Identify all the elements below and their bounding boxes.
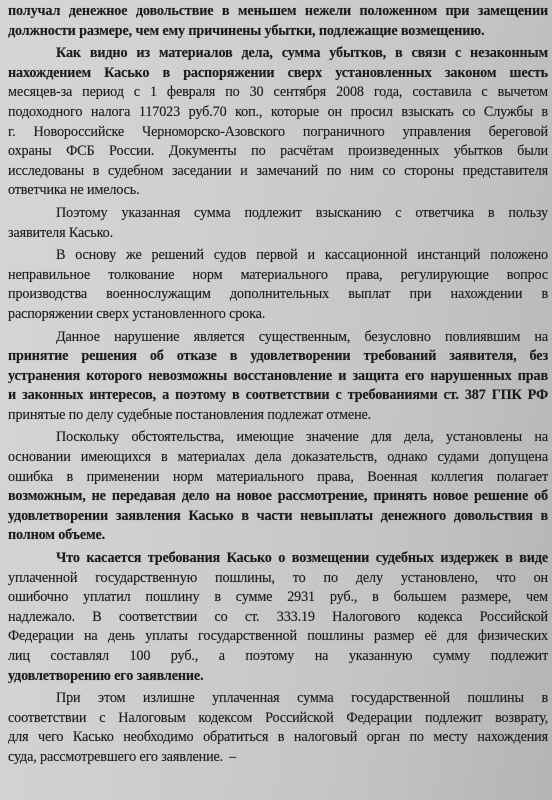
paragraph-1 <box>8 2 552 41</box>
text-line: исследованы в судебном заседании и замечаний по ним со стороны представителя <box>8 162 548 179</box>
text-line: месяцев-за период с 1 февраля по 30 сентября 2008 года, составила с вычетом <box>8 84 548 101</box>
text-line: для чего Касько необходимо обратиться в налоговый орган по месту нахождения <box>8 729 548 746</box>
document-body <box>8 2 552 768</box>
text-line: устранения которого невозможны восстановление и защита его нарушенных прав <box>8 367 548 384</box>
trailing-dash: – <box>229 748 237 765</box>
text-line: должности размере, чем ему причинены убытки, подлежащие возмещению. <box>8 22 485 39</box>
paragraph-7 <box>8 549 552 686</box>
text-line: ошибка в применении норм материального права, Военная коллегия полагает <box>8 468 548 485</box>
text-line: принятие решения об отказе в удовлетворении требований заявителя, без <box>8 348 548 365</box>
paragraph-2 <box>8 44 552 201</box>
text-line: уплаченной государственную пошлины, то по делу установлено, что он <box>8 569 548 586</box>
text-line: лиц составлял 100 руб., а поэтому на указанную сумму подлежит <box>8 648 548 664</box>
text-line: заявителя Касько. <box>8 224 113 241</box>
text-line: Как видно из материалов дела, сумма убытков, в связи с незаконным <box>56 45 548 62</box>
text-line: охраны ФСБ России. Документы по расчётам произведенных убытков были <box>8 143 548 160</box>
text-line: удовлетворению его заявление. <box>8 667 204 684</box>
text-line: В основу же решений судов первой и кассационной инстанций положено <box>56 247 548 264</box>
text-line: Что касается требования Касько о возмещении судебных издержек в виде <box>56 550 548 567</box>
text-line: ошибочно уплатил пошлину в сумме 2931 руб., в большем размере, чем <box>8 589 548 606</box>
text-line: подоходного налога 117023 руб.70 коп., которые он просил взыскать со Службы в <box>8 103 548 120</box>
text-line: нахождением Касько в распоряжении сверх установленных законом шесть <box>8 64 548 81</box>
paragraph-3 <box>8 204 552 243</box>
text-line: При этом излишне уплаченная сумма государственной пошлины в <box>56 690 548 707</box>
text-line: принятые по делу судебные постановления подлежат отмене. <box>8 406 372 423</box>
text-line <box>8 748 548 768</box>
text-line: г. Новороссийске Черноморско-Азовского пограничного управления береговой <box>8 123 548 140</box>
text-line: полном объеме. <box>8 527 106 544</box>
paragraph-5 <box>8 328 552 426</box>
text-line: надлежало. В соответствии со ст. 333.19 Налогового кодекса Российской <box>8 608 548 625</box>
text-line: неправильное толкование норм материального права, регулирующие вопрос <box>8 266 548 283</box>
text-line: получал денежное довольствие в меньшем нежели положенном при замещении <box>8 3 548 19</box>
text-line: Данное нарушение является существенным, безусловно повлиявшим на <box>56 328 548 345</box>
text-line: и законных интересов, а поэтому в соответствии с требованиями ст. 387 ГПК РФ <box>8 387 548 404</box>
text-line: производства военнослужащим дополнительных выплат при нахождении в <box>8 286 548 303</box>
text-line: соответствии с Налоговым кодексом Российской Федерации подлежит возврату, <box>8 709 548 726</box>
paragraph-4 <box>8 246 552 324</box>
text-line: распоряжении сверх установленного срока. <box>8 305 266 322</box>
text-line-content: суда, рассмотревшего его заявление. <box>8 748 224 765</box>
text-line: Поэтому указанная сумма подлежит взысканию с ответчика в пользу <box>56 204 548 221</box>
text-line: Федерации на день уплаты государственной пошлины размер её для физических <box>8 628 548 645</box>
text-line: основании имеющихся в материалах дела доказательств, однако судами допущена <box>8 449 548 466</box>
text-line: удовлетворении заявления Касько в части невыплаты денежного довольствия в <box>8 507 548 524</box>
paragraph-6 <box>8 428 552 546</box>
text-line: Поскольку обстоятельства, имеющие значение для дела, установлены на <box>56 429 548 446</box>
text-line: возможным, не передавая дело на новое рассмотрение, принять новое решение об <box>8 488 548 505</box>
text-line: ответчика не имелось. <box>8 182 140 199</box>
paragraph-8 <box>8 689 552 767</box>
